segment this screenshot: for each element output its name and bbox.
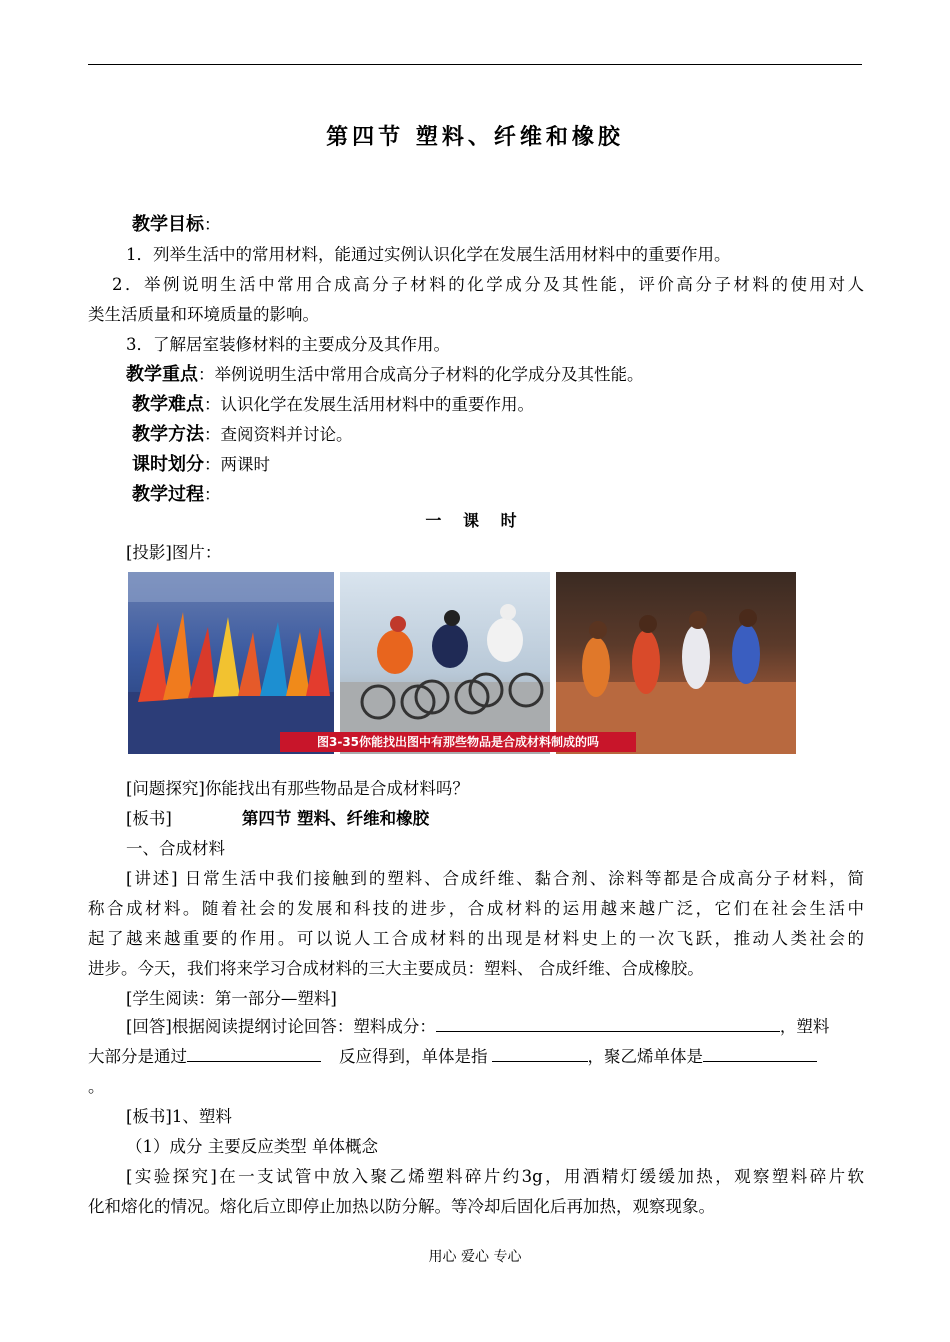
page-footer: 用心 爱心 专心: [428, 1249, 522, 1265]
blank-polyethylene-monomer[interactable]: [703, 1045, 817, 1062]
board-title: 第四节 塑料、纤维和橡胶: [241, 809, 430, 828]
experiment-1: [实验探究]在一支试管中放入聚乙烯塑料碎片约3g，用酒精灯缓缓加热，观察塑料碎片软: [126, 1167, 864, 1186]
board-tag: [板书]: [126, 809, 172, 828]
projection-line: [投影]图片：: [126, 543, 222, 562]
blank-composition[interactable]: [436, 1015, 780, 1032]
answer-end: 。: [88, 1077, 105, 1096]
header-rule: [88, 64, 862, 65]
answer-b: ，塑料: [779, 1017, 830, 1036]
difficulty-text: 认识化学在发展生活用材料中的重要作用。: [220, 395, 534, 414]
difficulty-label: 教学难点: [132, 394, 204, 415]
cyclists-illustration: [340, 572, 550, 754]
narration-4: 进步。今天，我们将来学习合成材料的三大主要成员：塑料、 合成纤维、合成橡胶。: [88, 959, 704, 978]
question-line: [问题探究]你能找出有那些物品是合成材料吗？: [126, 779, 469, 798]
key-label: 教学重点: [126, 364, 198, 385]
hours-point: 课时划分：两课时: [132, 454, 270, 475]
process-label: 教学过程: [132, 484, 204, 505]
answer-prompt: [回答]根据阅读提纲讨论回答：塑料成分：: [126, 1017, 436, 1036]
narration-2: 称合成材料。随着社会的发展和科技的进步，合成材料的运用越来越广泛，它们在社会生活中: [88, 899, 864, 918]
objectives-heading: 教学目标：: [132, 214, 221, 235]
difficulty-point: 教学难点：认识化学在发展生活用材料中的重要作用。: [132, 394, 534, 415]
process-heading: 教学过程：: [132, 484, 221, 505]
method-point: 教学方法：查阅资料并讨论。: [132, 424, 353, 445]
blank-reaction[interactable]: [187, 1045, 321, 1062]
windsurfing-photo: [128, 572, 334, 754]
cycling-photo: [340, 572, 550, 754]
sports-photos: [128, 572, 796, 754]
reading-line: [学生阅读：第一部分—塑料]: [126, 989, 337, 1008]
windsurf-sails-illustration: [128, 572, 334, 754]
narration-1: [讲述] 日常生活中我们接触到的塑料、合成纤维、黏合剂、涂料等都是合成高分子材料，简: [126, 869, 864, 888]
photo-caption: 图3-35你能找出图中有那些物品是合成材料制成的吗: [280, 732, 636, 752]
method-label: 教学方法: [132, 424, 204, 445]
answer-d: 反应得到，单体是指: [339, 1047, 488, 1066]
hours-label: 课时划分: [132, 454, 204, 475]
blank-monomer-def[interactable]: [492, 1045, 588, 1062]
experiment-2: 化和熔化的情况。熔化后立即停止加热以防分解。等冷却后固化后再加热，观察现象。: [88, 1197, 715, 1216]
objectives-label: 教学目标: [132, 214, 204, 235]
board-2-sub: （1）成分 主要反应类型 单体概念: [126, 1137, 378, 1156]
answer-line-2: [88, 1042, 864, 1072]
hours-text: 两课时: [220, 455, 270, 474]
board-2: [板书]1、塑料: [126, 1107, 232, 1126]
sprinting-photo: [556, 572, 796, 754]
objective-2a: 2．举例说明生活中常用合成高分子材料的化学成分及其性能，评价高分子材料的使用对人: [112, 275, 864, 294]
objective-3: 3．了解居室装修材料的主要成分及其作用。: [126, 335, 450, 354]
objective-1: 1．列举生活中的常用材料，能通过实例认识化学在发展生活用材料中的重要作用。: [126, 245, 731, 264]
sprinters-illustration: [556, 572, 796, 754]
narration-3: 起了越来越重要的作用。可以说人工合成材料的出现是材料史上的一次飞跃，推动人类社会的: [88, 929, 864, 948]
key-point: 教学重点：举例说明生活中常用合成高分子材料的化学成分及其性能。: [126, 364, 644, 385]
section-1: 一、合成材料: [126, 839, 225, 858]
objective-2b: 类生活质量和环境质量的影响。: [88, 305, 319, 324]
answer-c: 大部分是通过: [88, 1047, 187, 1066]
page-title: 第四节 塑料、纤维和橡胶: [326, 125, 624, 150]
lesson-heading: 一 课 时: [425, 511, 525, 530]
method-text: 查阅资料并讨论。: [220, 425, 353, 444]
board-line: [126, 804, 864, 834]
answer-e: ，聚乙烯单体是: [587, 1047, 703, 1066]
key-text: 举例说明生活中常用合成高分子材料的化学成分及其性能。: [214, 365, 644, 384]
answer-line-1: [126, 1012, 864, 1042]
